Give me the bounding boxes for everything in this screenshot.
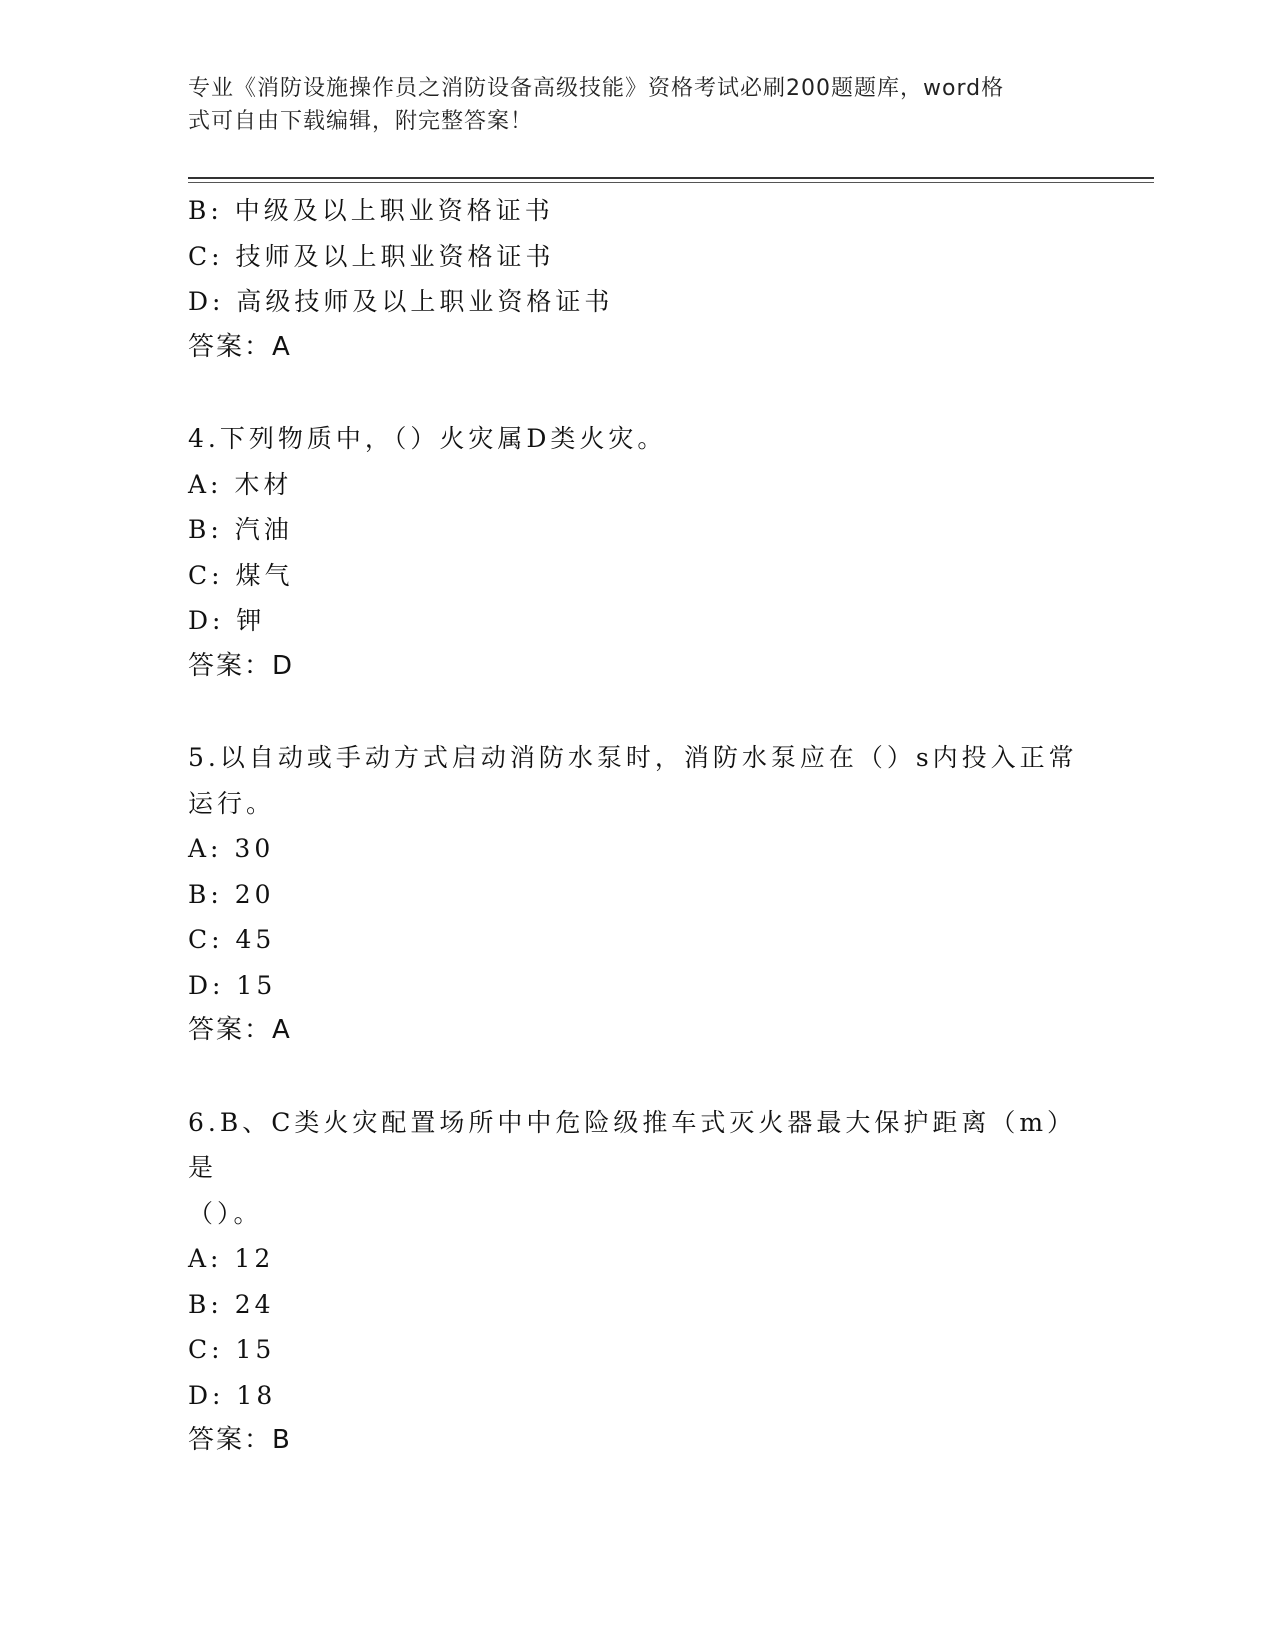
option-d: D: 高级技师及以上职业资格证书 [188,287,614,316]
question-text: 4.下列物质中，（）火灾属D类火灾。 [188,424,667,453]
option-a: A: 30 [188,834,275,863]
question-block-5 [188,735,1088,1054]
option-d: D: 钾 [188,606,266,635]
option-c: C: 煤气 [188,560,294,590]
spacer [188,689,1088,735]
question-block-continued [188,188,1088,370]
option-a: A: 12 [188,1244,275,1273]
question-text-continued: 运行。 [188,788,276,818]
option-b: B: 20 [188,879,275,909]
question-list [188,188,1088,1464]
header-line-2: 式可自由下载编辑，附完整答案！ [188,109,534,134]
question-text: 6.B、C类火灾配置场所中中危险级推车式灭火器最大保护距离（m）是 [188,1107,1077,1182]
option-b: B: 中级及以上职业资格证书 [188,196,554,225]
answer-line: 答案：A [188,1015,292,1045]
spacer [188,370,1088,416]
question-text: 5.以自动或手动方式启动消防水泵时，消防水泵应在（）s内投入正常 [188,743,1078,772]
option-b: B: 24 [188,1289,275,1319]
document-header [188,72,1068,138]
question-text-continued: （）。 [188,1198,263,1228]
answer-line: 答案：A [188,331,292,362]
option-b: B: 汽油 [188,515,293,544]
option-c: C: 技师及以上职业资格证书 [188,241,555,271]
option-c: C: 45 [188,925,276,954]
header-line-1: 专业《消防设施操作员之消防设备高级技能》资格考试必刷200题题库，word格 [188,76,1005,101]
header-divider-thick [188,177,1154,179]
question-block-6 [188,1100,1088,1464]
option-d: D: 18 [188,1380,277,1410]
option-d: D: 15 [188,970,277,1000]
answer-line: 答案：B [188,1425,292,1455]
option-a: A: 木材 [188,469,293,499]
header-divider-thin [188,182,1154,183]
spacer [188,1054,1088,1100]
answer-line: 答案：D [188,650,295,681]
question-block-4 [188,416,1088,689]
option-c: C: 15 [188,1335,276,1364]
